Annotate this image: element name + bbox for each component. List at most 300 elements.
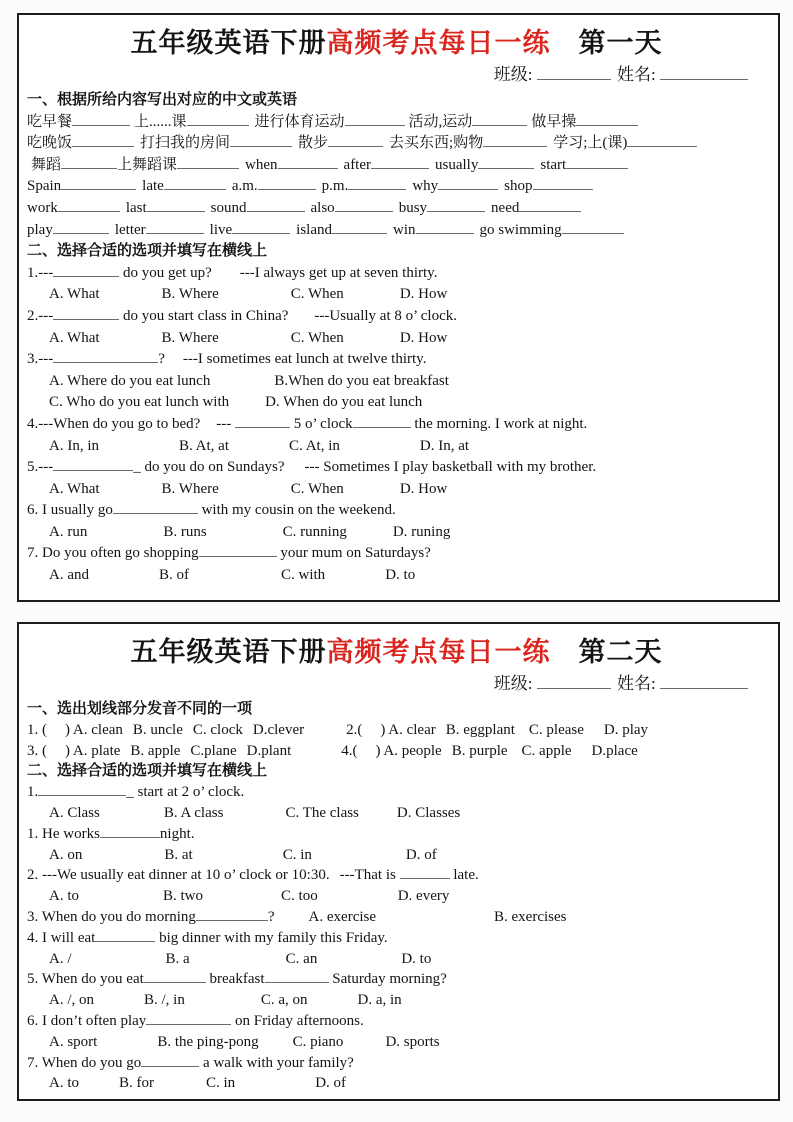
text-run: 6. I don’t often play [27,1012,147,1029]
answer-blank[interactable] [332,221,387,234]
options [27,328,766,350]
name-input-blank[interactable] [660,676,748,689]
text-run: 2. ---We usually eat dinner at 10 o’ clock or 10:30. [27,867,330,884]
text-run: 5 o’ clock [290,415,353,432]
class-input-blank[interactable] [537,676,611,689]
text-run: C. in [282,846,312,863]
text-run: letter [114,221,146,238]
question [27,782,766,803]
text-run: B. A class [163,804,224,821]
answer-blank[interactable] [483,134,547,147]
text-run: --- Sometimes I play basketball with my brother. [304,459,597,476]
spacer [259,1045,293,1046]
answer-blank[interactable] [438,177,498,190]
vocab-line [27,112,766,134]
options [27,1073,766,1094]
text-run: B. of [159,567,189,584]
spacer [123,733,133,734]
spacer [100,816,164,817]
text-run: ? [267,908,275,925]
text-run: C. a, on [260,992,308,1009]
text-run: play [27,221,53,238]
spacer [442,754,452,755]
options [27,284,766,306]
section1-heading [27,699,766,720]
text-run: breakfast [205,971,265,988]
text-run: ) A. people [375,742,442,759]
title-highlight-text: 高频考点每日一练 [326,28,551,58]
answer-blank[interactable] [335,199,393,212]
text-run: C. When [290,329,344,346]
text-run: a walk with your family? [199,1054,354,1071]
answer-blank[interactable] [533,177,593,190]
question [27,543,766,565]
text-run: A. sport [49,1033,98,1050]
text-run: 3.--- [27,351,54,368]
question [27,1053,766,1074]
student-info-row [27,60,766,90]
student-info-row [27,669,766,699]
answer-blank[interactable] [230,134,292,147]
answer-blank[interactable] [53,350,158,363]
answer-blank[interactable] [353,415,411,428]
text-run: island [296,221,332,238]
answer-blank[interactable] [147,199,205,212]
spacer [47,754,65,755]
spacer [120,754,130,755]
answer-blank[interactable] [562,221,624,234]
text-run: D. Classes [396,804,461,821]
question [27,865,766,886]
text-run: busy [398,199,428,216]
text-run: D. runing [392,523,451,540]
spacer [183,733,193,734]
page-title-day1 [27,21,766,60]
text-run: do you get up? [119,264,212,281]
options [27,436,766,458]
text-run: 一、根据所给内容写出对应的中文或英语 [27,92,298,108]
text-run: 进行体育运动 [254,113,345,130]
question [27,306,766,328]
answer-blank[interactable] [348,177,406,190]
answer-blank[interactable] [113,501,198,514]
answer-blank[interactable] [258,177,316,190]
answer-blank[interactable] [53,221,109,234]
text-run: 上舞蹈课 [117,156,178,173]
spacer [219,341,291,342]
answer-blank[interactable] [95,929,155,942]
options [27,479,766,501]
spacer [82,858,164,859]
text-run: A. run [49,523,88,540]
options [27,886,766,907]
name-input-blank[interactable] [660,67,748,80]
text-run: 学习;上(课) [553,135,628,152]
text-run: B. runs [163,523,207,540]
text-run: C. running [282,523,347,540]
answer-blank[interactable] [72,113,130,126]
text-run: 3. ( [27,742,47,759]
name-label: 姓名: [617,674,656,693]
spacer [185,1003,261,1004]
text-run: B. Where [161,286,219,303]
text-run: 1. He works [27,825,100,842]
spacer [207,535,283,536]
spacer [190,962,286,963]
text-run: start [540,156,567,173]
spacer [515,733,529,734]
text-run: C. piano [292,1033,344,1050]
options [27,990,766,1011]
text-run: B. eggplant [445,721,515,738]
text-run: 去买东西;购物 [389,135,484,152]
vocab-line [27,133,766,155]
text-run: _ start at 2 o’ clock. [126,784,245,801]
question [27,824,766,845]
answer-blank[interactable] [235,415,290,428]
worksheet-day2 [17,622,780,1101]
answer-blank[interactable] [146,1012,231,1025]
text-run: ) A. plate [65,742,121,759]
options [27,392,766,414]
spacer [376,920,494,921]
spacer [72,962,166,963]
text-run: 二、选择合适的选项并填写在横线上 [27,763,268,780]
text-run: ---Usually at 8 o’ clock. [314,307,457,324]
spacer [212,276,240,277]
text-run: live [209,221,233,238]
text-run: night. [159,825,195,842]
text-run: 7. Do you often go shopping [27,545,199,562]
answer-blank[interactable] [164,177,226,190]
section2-heading [27,761,766,782]
text-run: 活动,运动 [408,113,473,130]
answer-blank[interactable] [144,970,206,983]
text-run: D.place [591,742,638,759]
text-run: D. When do you eat lunch [265,394,423,411]
text-run: C. When [290,480,344,497]
text-run: 舞蹈 [31,156,62,173]
options [27,371,766,393]
text-run: go swimming [479,221,562,238]
text-run: 散步 [298,135,329,152]
answer-blank[interactable] [278,156,338,169]
text-run: B. Where [161,480,219,497]
text-run: A. to [49,1075,79,1092]
text-run: win [393,221,416,238]
text-run: 上......课 [134,113,187,130]
answer-blank[interactable] [141,1054,199,1067]
answer-blank[interactable] [196,908,268,921]
text-run: D. of [405,846,437,863]
options [27,1032,766,1053]
text-run: a.m. [231,178,258,195]
answer-blank[interactable] [38,783,126,796]
text-run: 4. I will eat [27,929,96,946]
question [27,1011,766,1032]
spacer [275,920,309,921]
class-input-blank[interactable] [537,67,611,80]
vocab-line [27,176,766,198]
text-run: 二、选择合适的选项并填写在横线上 [27,243,268,260]
spacer [308,1003,358,1004]
text-run: D. play [603,721,649,738]
text-run: A. on [49,846,83,863]
text-run: A. In, in [49,437,99,454]
text-run: _ do you do on Sundays? [133,459,285,476]
text-run: 吃晚饭 [27,135,73,152]
text-run: D. How [399,329,448,346]
text-run: B. apple [130,742,181,759]
text-run: ) A. clear [380,721,436,738]
spacer [94,1003,144,1004]
spacer [237,754,247,755]
question [27,349,766,371]
text-run: A. What [49,480,100,497]
text-run: C. clock [192,721,243,738]
text-run: need [491,199,520,216]
text-run: your mum on Saturdays? [276,545,431,562]
answer-blank[interactable] [345,113,405,126]
text-run: B. for [119,1075,154,1092]
spacer [312,858,406,859]
text-run: A. /, on [49,992,94,1009]
text-run: 一、选出划线部分发音不同的一项 [27,701,253,717]
answer-blank[interactable] [100,825,160,838]
spacer [344,492,400,493]
text-run: D. of [315,1075,347,1092]
text-run: C. apple [521,742,572,759]
spacer [79,1086,119,1087]
title-day-number: 第一天 [578,28,663,58]
section1-heading [27,90,766,112]
answer-blank[interactable] [187,113,249,126]
spacer [344,341,400,342]
text-run: C. When [290,286,344,303]
text-run: A. Where do you eat lunch [49,372,211,389]
day1-content [27,90,766,587]
answer-blank[interactable] [265,970,329,983]
spacer [362,733,380,734]
spacer [165,362,183,363]
title-grade-text: 五年级英语下册 [130,637,327,667]
text-run: B. uncle [132,721,183,738]
text-run: why [412,178,439,195]
spacer [357,754,375,755]
answer-blank[interactable] [576,113,638,126]
text-run: D. to [401,950,432,967]
spacer [359,816,397,817]
text-run: 吃早餐 [27,113,73,130]
spacer [87,535,163,536]
answer-blank[interactable] [400,866,450,879]
spacer [344,297,400,298]
page-title-day2 [27,630,766,669]
options [27,803,766,824]
text-run: C. At, in [289,437,340,454]
vocab-line [27,155,766,177]
spacer [347,535,393,536]
phonics-row [27,741,766,762]
name-label: 姓名: [617,65,656,84]
text-run: B. at [164,846,193,863]
worksheet-day1 [17,13,780,602]
text-run: Saturday morning? [328,971,447,988]
spacer [288,319,314,320]
text-run: C. with [281,567,326,584]
answer-blank[interactable] [53,264,119,277]
text-run: C.plane [190,742,237,759]
text-run: C. please [528,721,584,738]
spacer [89,578,159,579]
text-run: B. /, in [144,992,185,1009]
spacer [79,899,163,900]
text-run: D. How [399,480,448,497]
text-run: A. / [49,950,72,967]
spacer [584,733,604,734]
text-run: B.When do you eat breakfast [274,372,449,389]
text-run: ? [158,351,165,368]
vocab-line [27,220,766,242]
options [27,522,766,544]
answer-blank[interactable] [427,199,485,212]
text-run: with my cousin on the weekend. [197,502,396,519]
text-run: sound [210,199,247,216]
spacer [47,733,65,734]
title-highlight-text: 高频考点每日一练 [326,637,551,667]
phonics-row [27,720,766,741]
answer-blank[interactable] [627,134,697,147]
answer-blank[interactable] [177,156,239,169]
question [27,263,766,285]
spacer [154,1086,206,1087]
answer-blank[interactable] [61,177,136,190]
text-run: work [27,199,58,216]
spacer [223,816,285,817]
text-run: on Friday afternoons. [231,1012,364,1029]
spacer [317,962,401,963]
options [27,949,766,970]
answer-blank[interactable] [472,113,527,126]
text-run: 3. When do you do morning [27,908,196,925]
spacer [330,878,340,879]
text-run: usually [435,156,479,173]
text-run: B. two [163,888,204,905]
answer-blank[interactable] [519,199,581,212]
text-run: C. Who do you eat lunch with [49,394,230,411]
spacer [285,470,305,471]
spacer [100,341,162,342]
text-run: B. At, at [179,437,230,454]
text-run: C. too [281,888,318,905]
spacer [318,899,398,900]
spacer [304,733,346,734]
spacer [572,754,592,755]
spacer [210,384,274,385]
answer-blank[interactable] [232,221,290,234]
text-run: B. Where [161,329,219,346]
spacer [99,449,179,450]
answer-blank[interactable] [146,221,204,234]
answer-blank[interactable] [72,134,134,147]
text-run: 1. [27,784,39,801]
title-grade-text: 五年级英语下册 [130,28,327,58]
spacer [193,858,283,859]
answer-blank[interactable] [328,134,383,147]
spacer [291,754,341,755]
spacer [340,449,420,450]
answer-blank[interactable] [53,458,133,471]
spacer [189,578,281,579]
answer-blank[interactable] [566,156,628,169]
text-run: ) A. clean [65,721,123,738]
spacer [100,492,162,493]
text-run: 4.( [341,742,358,759]
spacer [508,754,522,755]
answer-blank[interactable] [199,544,277,557]
text-run: 5. When do you eat [27,971,144,988]
text-run: ---That is [339,867,400,884]
text-run: the morning. I work at night. [410,415,588,432]
text-run: 5.--- [27,459,54,476]
text-run: 2.( [346,721,363,738]
spacer [203,899,281,900]
answer-blank[interactable] [371,156,429,169]
spacer [343,1045,385,1046]
text-run: shop [504,178,533,195]
text-run: D. In, at [419,437,470,454]
text-run: D. a, in [357,992,402,1009]
text-run: 6. I usually go [27,502,113,519]
text-run: also [310,199,335,216]
text-run: 做早操 [531,113,577,130]
text-run: 1. ( [27,721,47,738]
spacer [219,492,291,493]
title-day-number: 第二天 [578,637,663,667]
answer-blank[interactable] [58,199,120,212]
text-run: 2.--- [27,307,54,324]
answer-blank[interactable] [416,221,474,234]
spacer [200,427,216,428]
text-run: when [245,156,278,173]
text-run: 1.--- [27,264,54,281]
text-run: D. to [385,567,416,584]
answer-blank[interactable] [61,156,117,169]
text-run: C. an [285,950,318,967]
text-run: 4.---When do you go to bed? [27,415,201,432]
class-label: 班级: [493,674,533,693]
text-run: B. exercises [494,908,567,925]
spacer [229,405,265,406]
text-run: ---I always get up at seven thirty. [239,264,438,281]
text-run: A. What [49,286,100,303]
options [27,845,766,866]
text-run: big dinner with my family this Friday. [155,929,388,946]
spacer [180,754,190,755]
text-run: 7. When do you go [27,1054,142,1071]
text-run: D. How [399,286,448,303]
answer-blank[interactable] [53,307,119,320]
text-run: ---I sometimes eat lunch at twelve thirty. [182,351,427,368]
spacer [235,1086,315,1087]
text-run: A. to [49,888,79,905]
answer-blank[interactable] [478,156,534,169]
answer-blank[interactable] [247,199,305,212]
spacer [325,578,385,579]
text-run: p.m. [321,178,349,195]
text-run: C. The class [285,804,359,821]
text-run: C. in [206,1075,236,1092]
